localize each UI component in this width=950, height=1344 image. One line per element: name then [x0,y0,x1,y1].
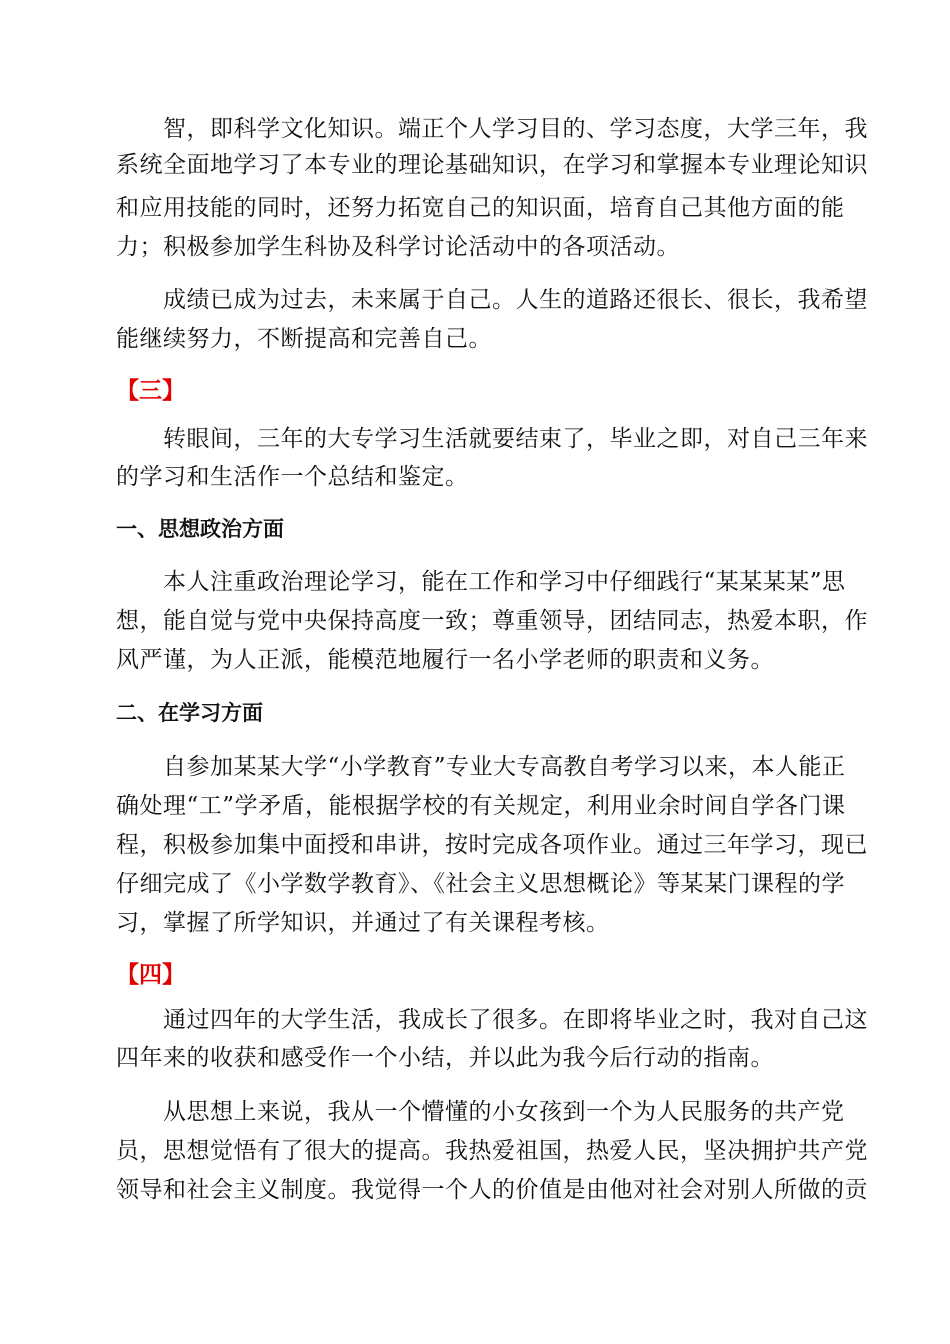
paragraph-line: 转眼间，三年的大专学习生活就要结束了，毕业之即，对自己三年来 [163,426,868,452]
paragraph-line: 智，即科学文化知识。端正个人学习目的、学习态度，大学三年，我 [163,116,868,142]
paragraph-line: 自参加某某大学“小学教育”专业大专高教自考学习以来，本人能正 [163,754,846,780]
paragraph-line: 仔细完成了《小学数学教育》、《社会主义思想概论》等某某门课程的学 [116,871,845,897]
section-heading-study: 二、在学习方面 [116,701,263,725]
paragraph-line: 领导和社会主义制度。我觉得一个人的价值是由他对社会对别人所做的贡 [116,1177,868,1203]
paragraph-line: 从思想上来说，我从一个懵懂的小女孩到一个为人民服务的共产党 [163,1099,845,1125]
section-marker-three: 【三】 [116,378,185,404]
paragraph-line: 风严谨，为人正派，能模范地履行一名小学老师的职责和义务。 [116,647,774,673]
paragraph-line: 本人注重政治理论学习，能在工作和学习中仔细践行“某某某某”思 [163,569,846,595]
paragraph-line: 想，能自觉与党中央保持高度一致；尊重领导，团结同志，热爱本职，作 [116,608,868,634]
paragraph-line: 确处理“工”学矛盾，能根据学校的有关规定，利用业余时间自学各门课 [116,793,846,819]
paragraph-line: 系统全面地学习了本专业的理论基础知识，在学习和掌握本专业理论知识 [116,152,868,178]
section-heading-politics: 一、思想政治方面 [116,517,284,541]
paragraph-line: 四年来的收获和感受作一个小结，并以此为我今后行动的指南。 [116,1045,774,1071]
paragraph-line: 的学习和生活作一个总结和鉴定。 [116,464,469,490]
paragraph-line: 成绩已成为过去，未来属于自己。人生的道路还很长、很长，我希望 [163,287,868,313]
paragraph-line: 力；积极参加学生科协及科学讨论活动中的各项活动。 [116,234,680,260]
paragraph-line: 通过四年的大学生活，我成长了很多。在即将毕业之时，我对自己这 [163,1007,868,1033]
paragraph-line: 员，思想觉悟有了很大的提高。我热爱祖国，热爱人民，坚决拥护共产党 [116,1138,868,1164]
paragraph-line: 程，积极参加集中面授和串讲，按时完成各项作业。通过三年学习，现已 [116,832,868,858]
paragraph-line: 和应用技能的同时，还努力拓宽自己的知识面，培育自己其他方面的能 [116,195,845,221]
paragraph-line: 能继续努力，不断提高和完善自己。 [116,326,492,352]
section-marker-four: 【四】 [116,962,185,988]
paragraph-line: 习，掌握了所学知识，并通过了有关课程考核。 [116,910,610,936]
